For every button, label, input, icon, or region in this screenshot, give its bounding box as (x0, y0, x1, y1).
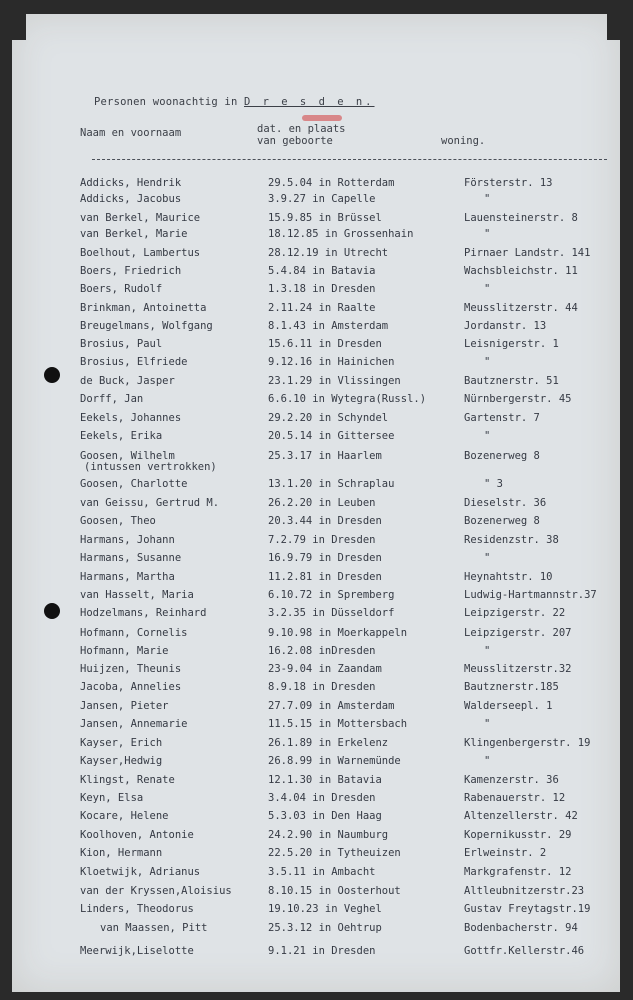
resident-name: Addicks, Hendrik (80, 177, 182, 189)
resident-name: Koolhoven, Antonie (80, 829, 194, 841)
birth-date-place: 5.4.84 in Batavia (268, 265, 376, 277)
address: Meusslitzerstr. 44 (464, 302, 578, 314)
resident-name: Kayser,Hedwig (80, 755, 163, 767)
title-city: D r e s d e n. (244, 96, 375, 108)
address: Bodenbacherstr. 94 (464, 922, 578, 934)
address: Ludwig-Hartmannstr.37 (464, 589, 597, 601)
resident-name: Huijzen, Theunis (80, 663, 182, 675)
birth-date-place: 2.11.24 in Raalte (268, 302, 376, 314)
address: Leipzigerstr. 22 (464, 607, 566, 619)
resident-name: Goosen, Theo (80, 515, 156, 527)
birth-date-place: 28.12.19 in Utrecht (268, 247, 389, 259)
birth-date-place: 3.9.27 in Capelle (268, 193, 376, 205)
address: Dieselstr. 36 (464, 497, 547, 509)
resident-name: Harmans, Susanne (80, 552, 182, 564)
birth-date-place: 22.5.20 in Tytheuizen (268, 847, 401, 859)
resident-name: Addicks, Jacobus (80, 193, 182, 205)
resident-name: Jacoba, Annelies (80, 681, 182, 693)
birth-date-place: 25.3.17 in Haarlem (268, 450, 382, 462)
address: " 3 (484, 478, 503, 490)
address: Walderseepl. 1 (464, 700, 553, 712)
resident-name: Boers, Rudolf (80, 283, 163, 295)
header-name: Naam en voornaam (80, 127, 182, 139)
birth-date-place: 19.10.23 in Veghel (268, 903, 382, 915)
address: Bozenerweg 8 (464, 515, 540, 527)
document-page (12, 14, 620, 992)
birth-date-place: 24.2.90 in Naumburg (268, 829, 389, 841)
address: Leipzigerstr. 207 (464, 627, 572, 639)
resident-name: Hofmann, Cornelis (80, 627, 188, 639)
resident-name: Harmans, Martha (80, 571, 175, 583)
birth-date-place: 3.2.35 in Düsseldorf (268, 607, 395, 619)
birth-date-place: 20.5.14 in Gittersee (268, 430, 395, 442)
birth-date-place: 26.1.89 in Erkelenz (268, 737, 389, 749)
resident-name: Kion, Hermann (80, 847, 163, 859)
birth-date-place: 25.3.12 in Oehtrup (268, 922, 382, 934)
address: Residenzstr. 38 (464, 534, 559, 546)
birth-date-place: 15.9.85 in Brüssel (268, 212, 382, 224)
punch-hole-bottom (44, 603, 60, 619)
birth-date-place: 8.1.43 in Amsterdam (268, 320, 389, 332)
resident-name: Keyn, Elsa (80, 792, 144, 804)
address: Bautznerstr. 51 (464, 375, 559, 387)
resident-name: Harmans, Johann (80, 534, 175, 546)
resident-name: Eekels, Erika (80, 430, 163, 442)
address: " (484, 283, 491, 295)
address: " (484, 430, 491, 442)
resident-name: Linders, Theodorus (80, 903, 194, 915)
address: Bozenerweg 8 (464, 450, 540, 462)
address: Pirnaer Landstr. 141 (464, 247, 591, 259)
address: Altleubnitzerstr.23 (464, 885, 585, 897)
resident-name: Boers, Friedrich (80, 265, 182, 277)
resident-name: Goosen, Wilhelm (80, 450, 175, 462)
birth-date-place: 26.8.99 in Warnemünde (268, 755, 401, 767)
resident-name: Eekels, Johannes (80, 412, 182, 424)
birth-date-place: 16.9.79 in Dresden (268, 552, 382, 564)
resident-name: van Maassen, Pitt (100, 922, 208, 934)
resident-name: Hodzelmans, Reinhard (80, 607, 207, 619)
red-pencil-mark (302, 115, 342, 121)
birth-date-place: 7.2.79 in Dresden (268, 534, 376, 546)
address: Heynahtstr. 10 (464, 571, 553, 583)
birth-date-place: 13.1.20 in Schraplau (268, 478, 395, 490)
punch-hole-top (44, 367, 60, 383)
birth-date-place: 26.2.20 in Leuben (268, 497, 376, 509)
birth-date-place: 1.3.18 in Dresden (268, 283, 376, 295)
resident-name: Hofmann, Marie (80, 645, 169, 657)
resident-name: Brinkman, Antoinetta (80, 302, 207, 314)
birth-date-place: 11.5.15 in Mottersbach (268, 718, 408, 730)
birth-date-place: 12.1.30 in Batavia (268, 774, 382, 786)
resident-name: van Geissu, Gertrud M. (80, 497, 220, 509)
resident-name: van der Kryssen,Aloisius (80, 885, 232, 897)
header-address: woning. (441, 135, 486, 147)
address: Klingenbergerstr. 19 (464, 737, 591, 749)
resident-name: Brosius, Paul (80, 338, 163, 350)
resident-name: Boelhout, Lambertus (80, 247, 201, 259)
birth-date-place: 27.7.09 in Amsterdam (268, 700, 395, 712)
header-birth-line2: van geboorte (257, 135, 333, 147)
resident-name: Dorff, Jan (80, 393, 144, 405)
address: Bautznerstr.185 (464, 681, 559, 693)
address: " (484, 718, 491, 730)
resident-name: Brosius, Elfriede (80, 356, 188, 368)
birth-date-place: 3.5.11 in Ambacht (268, 866, 376, 878)
birth-date-place: 23.1.29 in Vlissingen (268, 375, 401, 387)
resident-name: Kayser, Erich (80, 737, 163, 749)
resident-name: van Hasselt, Maria (80, 589, 194, 601)
address: Rabenauerstr. 12 (464, 792, 566, 804)
birth-date-place: 15.6.11 in Dresden (268, 338, 382, 350)
address: Markgrafenstr. 12 (464, 866, 572, 878)
birth-date-place: 9.1.21 in Dresden (268, 945, 376, 957)
torn-corner-right (607, 14, 633, 40)
torn-corner-left (0, 14, 26, 40)
header-divider (92, 159, 607, 160)
address: Nürnbergerstr. 45 (464, 393, 572, 405)
resident-name: Breugelmans, Wolfgang (80, 320, 213, 332)
address: Lauensteinerstr. 8 (464, 212, 578, 224)
address: " (484, 228, 491, 240)
birth-date-place: 8.9.18 in Dresden (268, 681, 376, 693)
title-prefix: Personen woonachtig in (94, 96, 244, 108)
address: Gustav Freytagstr.19 (464, 903, 591, 915)
resident-name: Kocare, Helene (80, 810, 169, 822)
birth-date-place: 3.4.04 in Dresden (268, 792, 376, 804)
birth-date-place: 8.10.15 in Oosterhout (268, 885, 401, 897)
birth-date-place: 23-9.04 in Zaandam (268, 663, 382, 675)
birth-date-place: 9.10.98 in Moerkappeln (268, 627, 408, 639)
header-birth-line1: dat. en plaats (257, 123, 346, 135)
address: Meusslitzerstr.32 (464, 663, 572, 675)
address: Erlweinstr. 2 (464, 847, 547, 859)
address: " (484, 645, 491, 657)
address: Kamenzerstr. 36 (464, 774, 559, 786)
page-title (94, 96, 375, 108)
resident-name: Jansen, Annemarie (80, 718, 188, 730)
address: Försterstr. 13 (464, 177, 553, 189)
birth-date-place: 29.5.04 in Rotterdam (268, 177, 395, 189)
address: Jordanstr. 13 (464, 320, 547, 332)
resident-note: (intussen vertrokken) (84, 461, 217, 473)
address: Altenzellerstr. 42 (464, 810, 578, 822)
address: " (484, 356, 491, 368)
birth-date-place: 11.2.81 in Dresden (268, 571, 382, 583)
address: " (484, 755, 491, 767)
address: Gottfr.Kellerstr.46 (464, 945, 585, 957)
resident-name: Goosen, Charlotte (80, 478, 188, 490)
address: " (484, 193, 491, 205)
resident-name: de Buck, Jasper (80, 375, 175, 387)
birth-date-place: 29.2.20 in Schyndel (268, 412, 389, 424)
birth-date-place: 6.10.72 in Spremberg (268, 589, 395, 601)
resident-name: Klingst, Renate (80, 774, 175, 786)
birth-date-place: 9.12.16 in Hainichen (268, 356, 395, 368)
birth-date-place: 5.3.03 in Den Haag (268, 810, 382, 822)
resident-name: Meerwijk,Liselotte (80, 945, 194, 957)
address: Wachsbleichstr. 11 (464, 265, 578, 277)
birth-date-place: 20.3.44 in Dresden (268, 515, 382, 527)
birth-date-place: 16.2.08 inDresden (268, 645, 376, 657)
address: Kopernikusstr. 29 (464, 829, 572, 841)
resident-name: Jansen, Pieter (80, 700, 169, 712)
birth-date-place: 6.6.10 in Wytegra(Russl.) (268, 393, 427, 405)
resident-name: van Berkel, Maurice (80, 212, 201, 224)
address: Leisnigerstr. 1 (464, 338, 559, 350)
birth-date-place: 18.12.85 in Grossenhain (268, 228, 414, 240)
address: " (484, 552, 491, 564)
address: Gartenstr. 7 (464, 412, 540, 424)
resident-name: van Berkel, Marie (80, 228, 188, 240)
resident-name: Kloetwijk, Adrianus (80, 866, 201, 878)
